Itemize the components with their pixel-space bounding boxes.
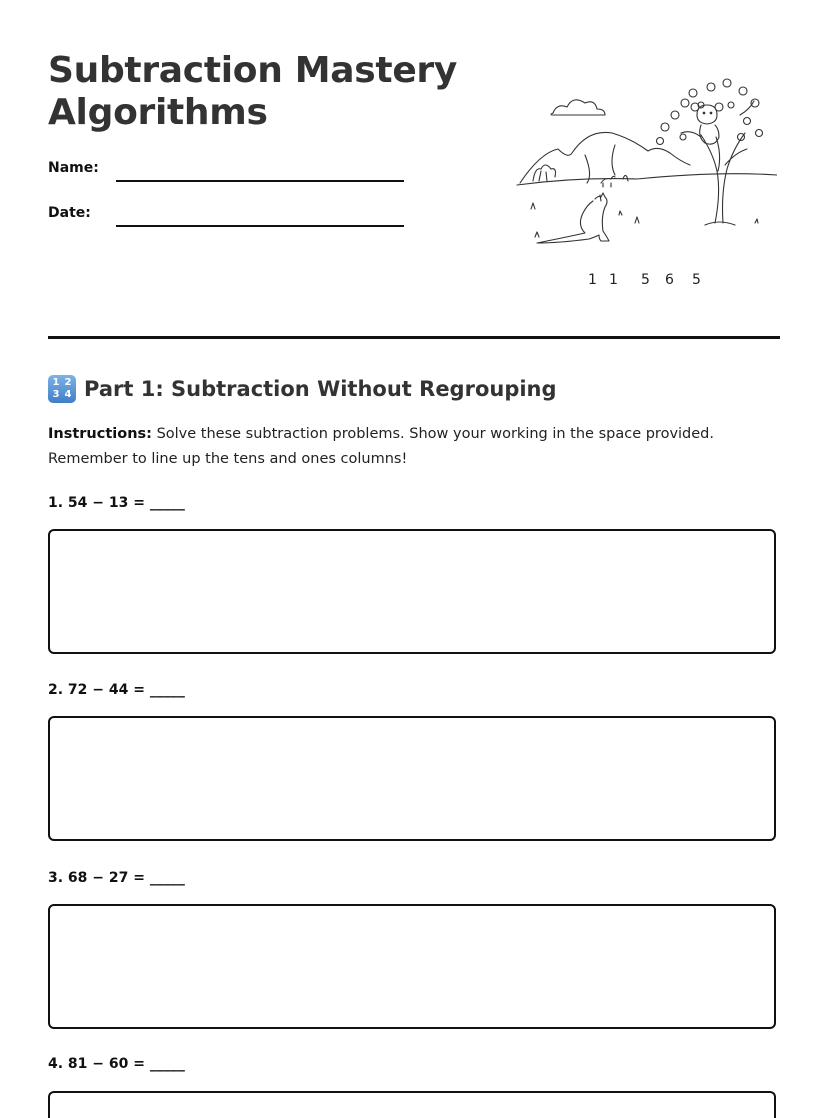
title-line-2: Algorithms bbox=[48, 92, 268, 133]
problem-label: 3. 68 − 27 = _____ bbox=[48, 870, 185, 886]
section-heading bbox=[48, 375, 557, 403]
answer-box[interactable] bbox=[48, 904, 776, 1029]
instructions bbox=[48, 422, 778, 472]
instructions-label: Instructions: bbox=[48, 426, 152, 442]
problem-label: 4. 81 − 60 = _____ bbox=[48, 1056, 185, 1072]
problem-label: 2. 72 − 44 = _____ bbox=[48, 682, 185, 698]
problem-label: 1. 54 − 13 = _____ bbox=[48, 495, 185, 511]
digit-label: 6 bbox=[665, 272, 674, 288]
date-label: Date: bbox=[48, 205, 91, 221]
title-line-1: Subtraction Mastery bbox=[48, 50, 458, 91]
digit-label: 1 bbox=[588, 272, 597, 288]
answer-box[interactable] bbox=[48, 1091, 776, 1118]
name-label: Name: bbox=[48, 160, 99, 176]
input-numbers-icon: 1 2 3 4 bbox=[48, 375, 76, 403]
answer-box[interactable] bbox=[48, 529, 776, 654]
section-title: Part 1: Subtraction Without Regrouping bbox=[84, 377, 557, 401]
page-title bbox=[48, 50, 457, 134]
name-field[interactable] bbox=[116, 180, 404, 182]
answer-box[interactable] bbox=[48, 716, 776, 841]
divider bbox=[48, 336, 780, 339]
date-field[interactable] bbox=[116, 225, 404, 227]
digit-label: 5 bbox=[641, 272, 650, 288]
outback-scene-kangaroo-koala-icon bbox=[515, 75, 777, 255]
digit-label: 1 bbox=[609, 272, 618, 288]
instructions-text: Solve these subtraction problems. Show your working in the space provided. Remember to line up the tens and ones columns! bbox=[48, 426, 714, 467]
digit-label: 5 bbox=[692, 272, 701, 288]
